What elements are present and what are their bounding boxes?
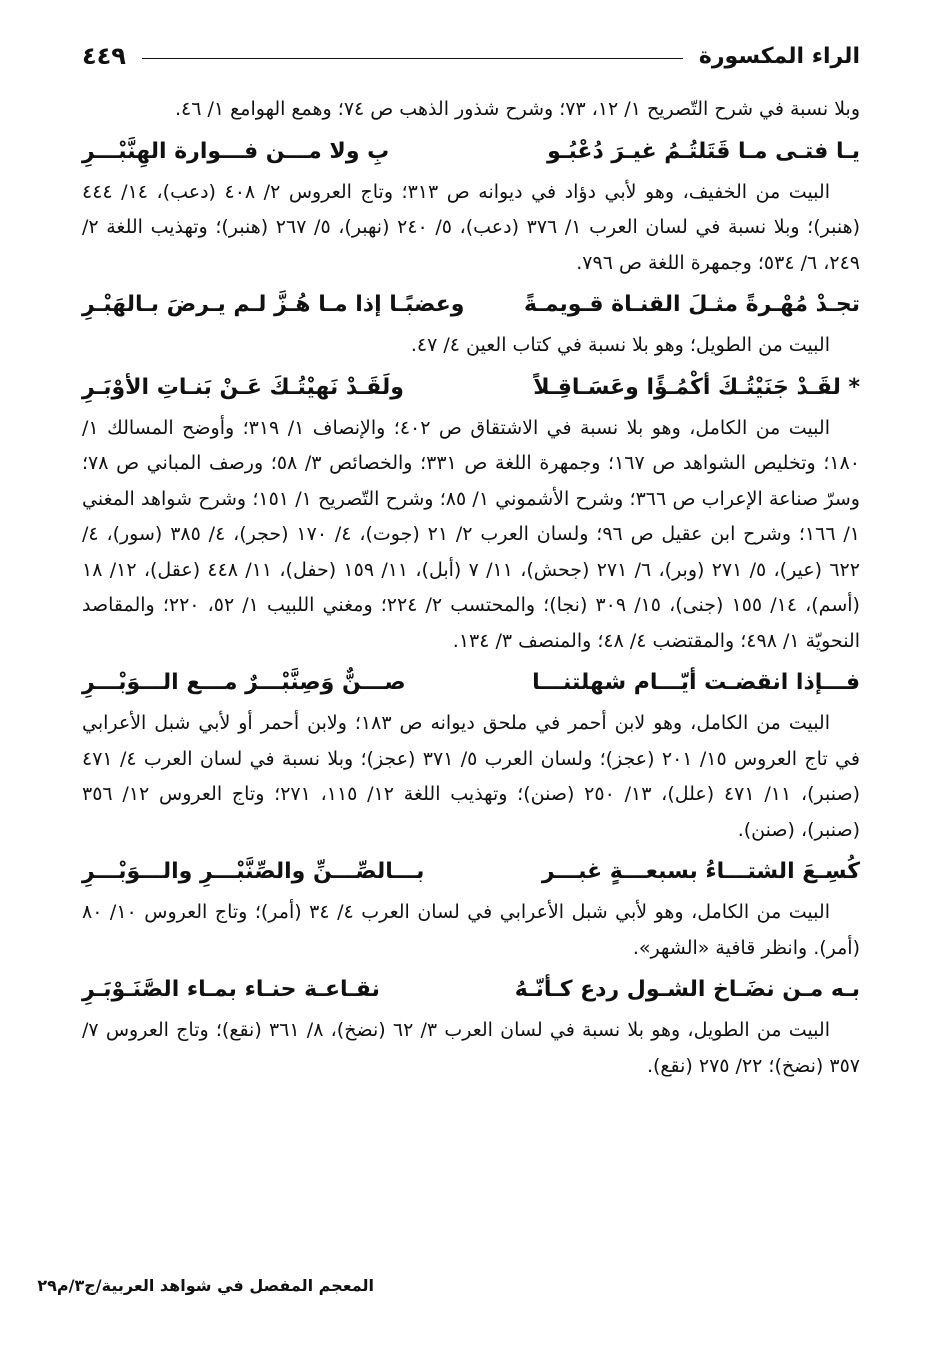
paragraph: البيت من الكامل، وهو لابن أحمر في ملحق ديوانه ص ١٨٣؛ ولابن أحمر أو لأبي شبل الأعرابي في تاج العروس ١٥/ ٢٠١ (عجز)؛ ولسان العرب ٥/ ٣٧١ (عجز)؛ وبلا نسبة في لسان العرب ٤/ ٤٧١ (صنبر)، ١١/ ٤٧١ (علل)، ١٣/ ٢٥٠ (صنن)؛ وتهذيب اللغة ١٢/ ١١٥، ٢٧١؛ وتاج العروس ١٢/ ٣٥٦ (صنبر)، (صنن). [82, 712, 860, 841]
verse-first-hemistich: تجـدْ مُهْـرةً مثـلَ القنـاة قـويمـةً [523, 292, 860, 317]
verse-first-hemistich: كُسِـعَ الشتـــاءُ بسبعـــةٍ غبـــر [541, 859, 860, 884]
verse-second-hemistich: ولَقَـدْ نَهيْتُـكَ عَـنْ بَنـاتِ الأوْبَـرِ [82, 374, 404, 400]
running-header [82, 36, 860, 76]
chapter-title: الراء المكسورة [698, 43, 860, 69]
verse-second-hemistich: نقـاعـة حنـاء بمـاء الصَّنَـوْبَـرِ [82, 977, 380, 1002]
verse-second-hemistich: صـــنٌّ وَصِنَّبْـــرٌ مـــع الـــوَبْـــرِ [82, 670, 406, 695]
paragraph: البيت من الخفيف، وهو لأبي دؤاد في ديوانه ص ٣١٣؛ وتاج العروس ٢/ ٤٠٨ (دعب)، ١٤/ ٤٤٤ (هنبر)؛ وبلا نسبة في لسان العرب ١/ ٣٧٦ (دعب)، ٥/ ٢٤٠ (نهبر)، ٥/ ٢٦٧ (هنبر)؛ وتهذيب اللغة ٢/ ٢٤٩، ٦/ ٥٣٤؛ وجمهرة اللغة ص ٧٩٦. [82, 180, 861, 274]
verse-second-hemistich: بـــالصِّـــنِّ والصِّنَّبْـــرِ والـــوَبْـــرِ [82, 859, 425, 884]
paragraph: وبلا نسبة في شرح التّصريح ١/ ١٢، ٧٣؛ وشرح شذور الذهب ص ٧٤؛ وهمع الهوامع ١/ ٤٦. [175, 98, 860, 120]
verse-line [82, 857, 860, 887]
verse-second-hemistich: بِ ولا مـــن فـــوارة الهِنَّبْـــرِ [82, 138, 390, 164]
verse-first-hemistich: فـــإذا انقضـت أيّـــام شهلتنـــا [532, 670, 860, 695]
verse-line [82, 290, 860, 320]
verse-line [82, 373, 860, 403]
verse-line [82, 668, 860, 698]
paragraph: البيت من الكامل، وهو بلا نسبة في الاشتقاق ص ٤٠٢؛ والإنصاف ١/ ٣١٩؛ وأوضح المسالك ١/ ١٨٠؛ وتخليص الشواهد ص ١٦٧؛ وجمهرة اللغة ص ٣٣١؛ والخصائص ٣/ ٥٨؛ ورصف المباني ص ٧٨؛ وسرّ صناعة الإعراب ص ٣٦٦؛ وشرح الأشموني ١/ ٨٥؛ وشرح التّصريح ١/ ١٥١؛ وشرح شواهد المغني ١/ ١٦٦؛ وشرح ابن عقيل ص ٩٦؛ ولسان العرب ٢/ ٢١ (جوت)، ٤/ ١٧٠ (حجر)، ٤/ ٣٨٥ (سور)، ٤/ ٦٢٢ (عير)، ٥/ ٢٧١ (وبر)، ٦/ ٢٧١ (جحش)، ١١/ ٧ (أبل)، ١١/ ١٥٩ (حفل)، ١١/ ٤٤٨ (عقل)، ١٢/ ١٨ (أسم)، ١٤/ ١٥٥ (جنى)، ١٥/ ٣٠٩ (نجا)؛ والمحتسب ٢/ ٢٢٤؛ ومغني اللبيب ١/ ٥٢، ٢٢٠؛ والمقاصد النحويّة ١/ ٤٩٨؛ والمقتضب ٤/ ٤٨؛ والمنصف ٣/ ١٣٤. [82, 416, 861, 652]
footer-signature: المعجم المفصل في شواهد العربية/ج٣/م٢٩ [37, 1276, 374, 1295]
verse-first-hemistich: * لقَـدْ جَنَيْتُـكَ أكْمُـؤًا وعَسَـاقِـلاً [533, 374, 860, 400]
verse-line [82, 137, 860, 167]
paragraph: البيت من الطويل، وهو بلا نسبة في لسان العرب ٣/ ٦٢ (نضخ)، ٨/ ٣٦١ (نقع)؛ وتاج العروس ٧/ ٣٥٧ (نضخ)؛ ٢٢/ ٢٧٥ (نقع). [82, 1019, 860, 1077]
paragraph: البيت من الكامل، وهو لأبي شبل الأعرابي في لسان العرب ٤/ ٣٤ (أمر)؛ وتاج العروس ١٠/ ٨٠ (أمر). وانظر قافية «الشهر». [82, 901, 860, 959]
verse-line [82, 975, 860, 1005]
page-number: ٤٤٩ [82, 42, 126, 70]
verse-first-hemistich: بـه مـن نضَـاخ الشـول ردع كـأنّـهُ [514, 977, 860, 1002]
verse-first-hemistich: يـا فتـى مـا قَتَلتُـمُ غيـرَ دُعْبُـو [547, 138, 860, 164]
verse-second-hemistich: وعضبًـا إذا مـا هُـزَّ لـم يـرضَ بـالهَبْـرِ [82, 292, 465, 317]
page-body [82, 92, 860, 1084]
header-rule [142, 58, 683, 59]
paragraph: البيت من الطويل؛ وهو بلا نسبة في كتاب العين ٤/ ٤٧. [410, 334, 830, 356]
